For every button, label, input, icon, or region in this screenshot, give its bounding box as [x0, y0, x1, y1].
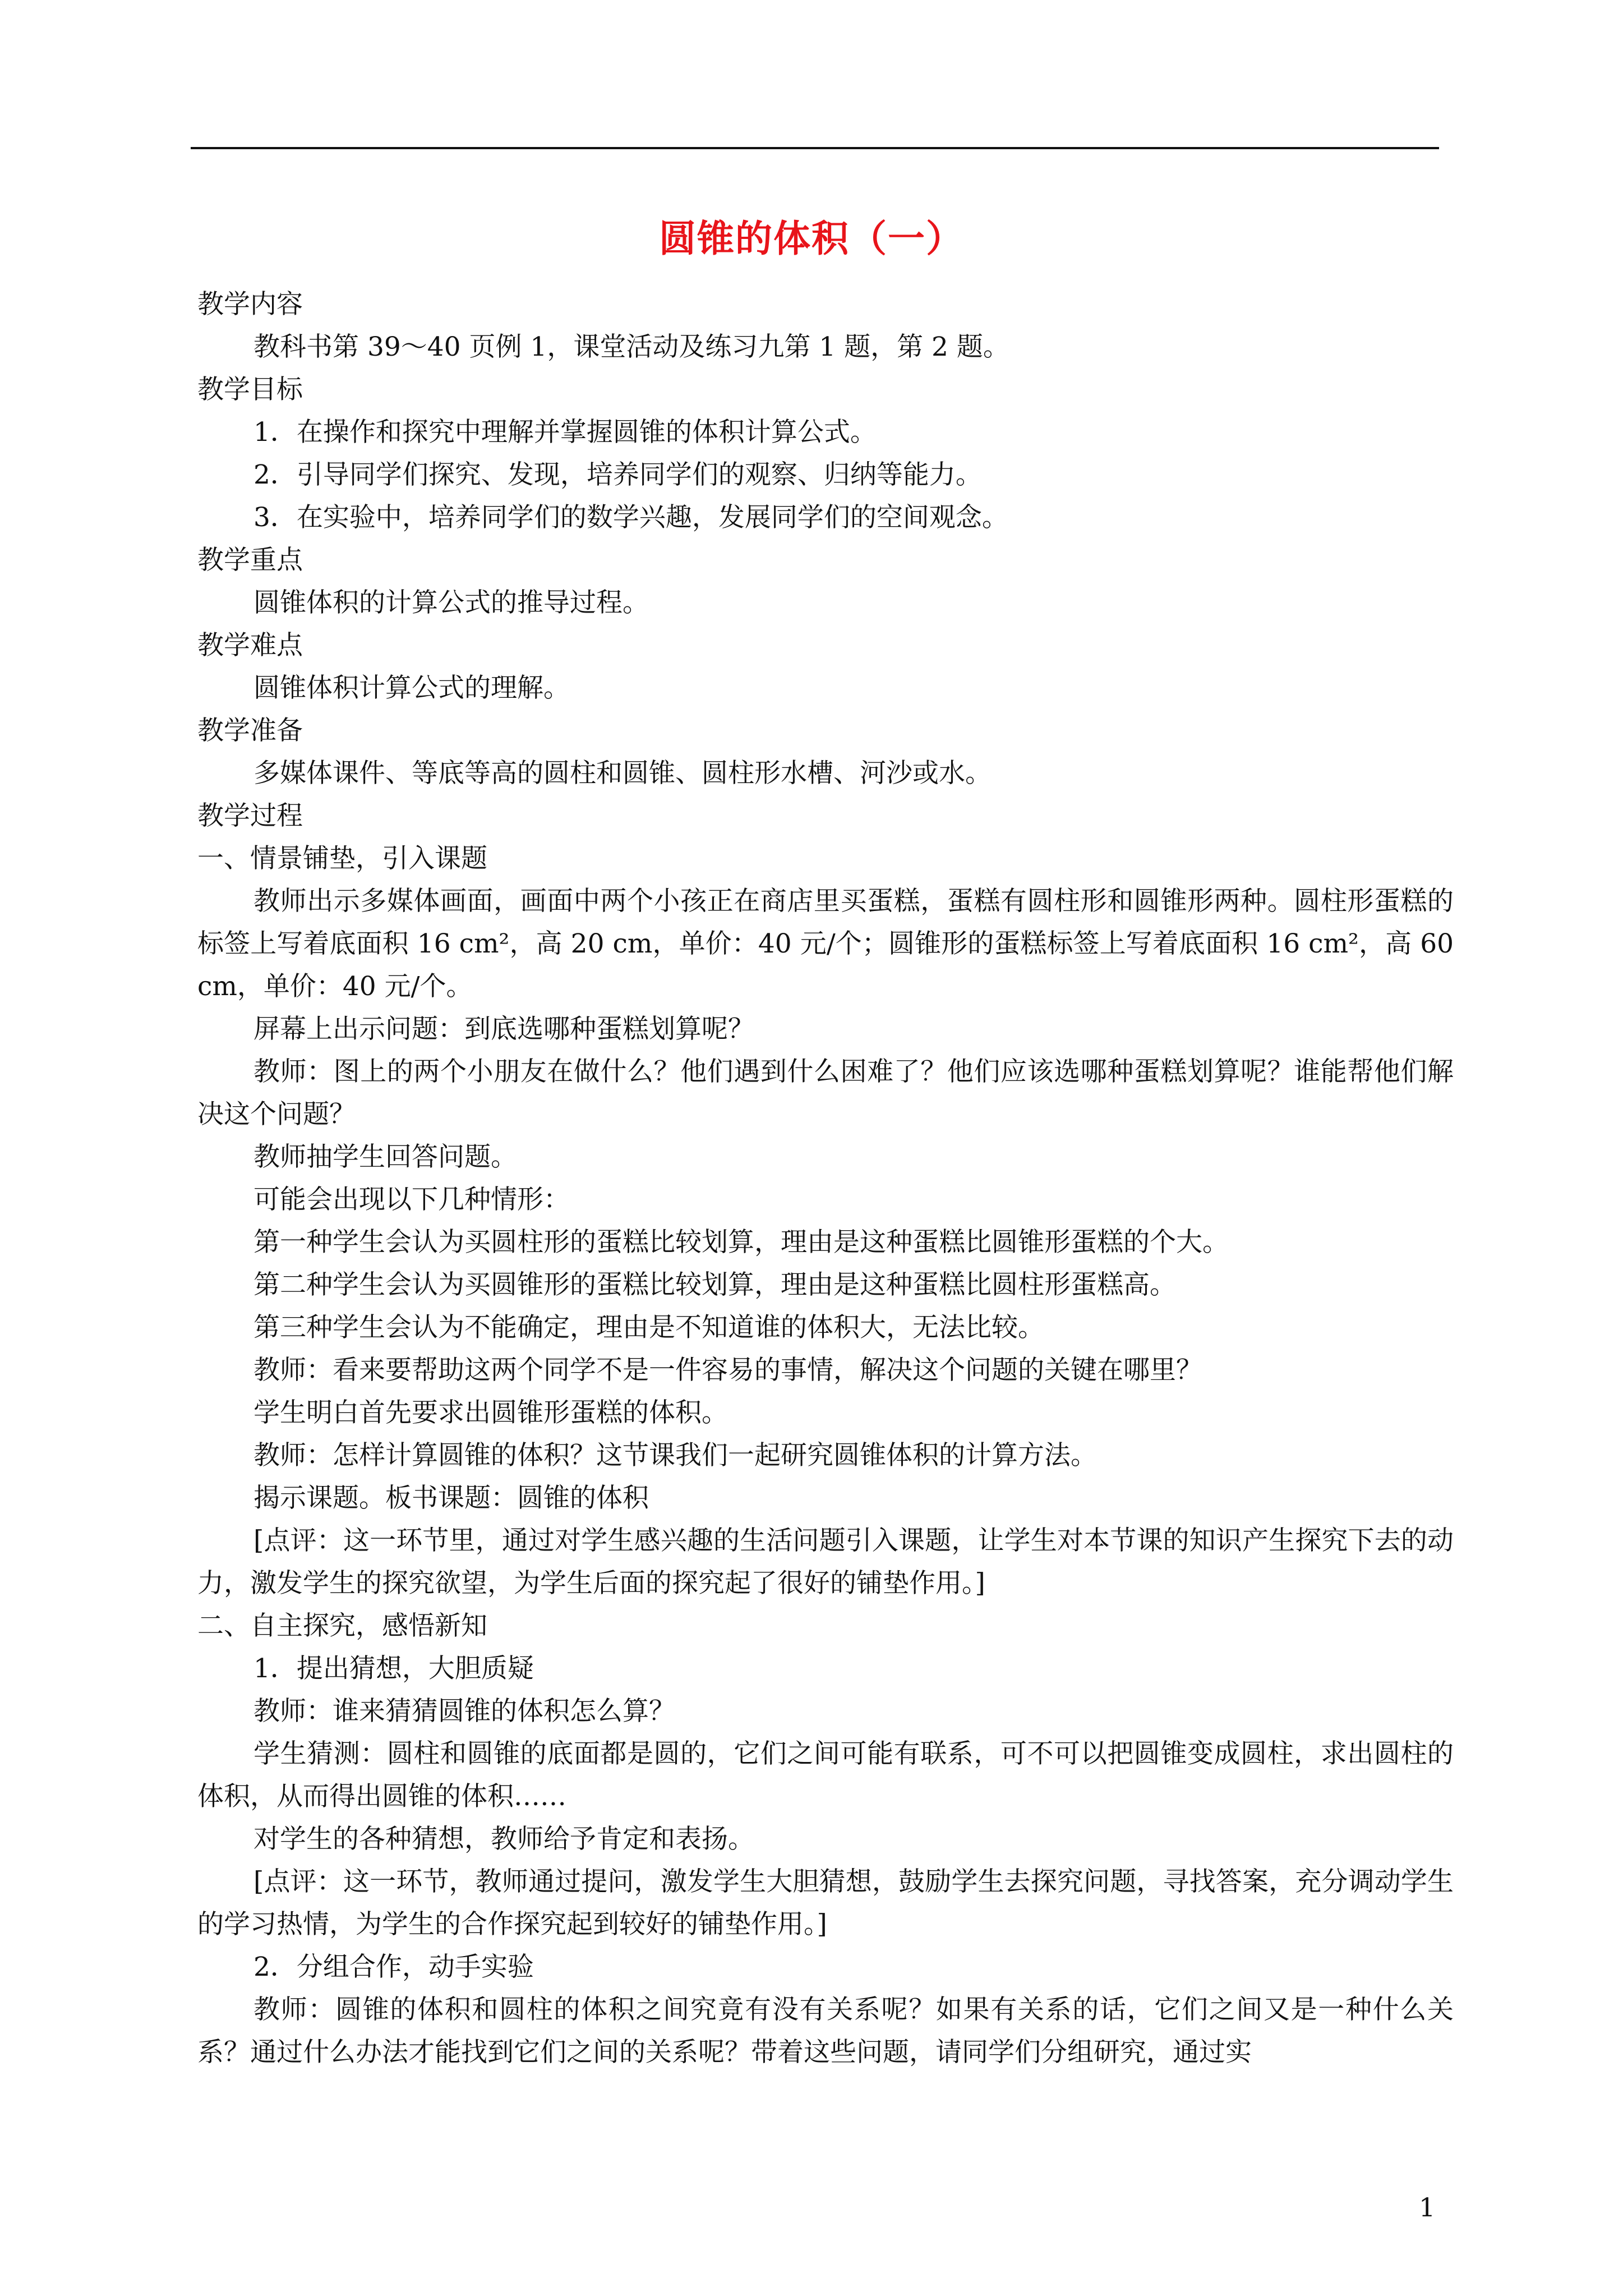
paragraph: 对学生的各种猜想，教师给予肯定和表扬。: [253, 1824, 754, 1855]
paragraph: 圆锥体积计算公式的理解。: [253, 673, 570, 703]
comment-paragraph: [点评：这一环节里，通过对学生感兴趣的生活问题引入课题，让学生对本节课的知识产生探究下去的动力，激发学生的探究欲望，为学生后面的探究起了很好的铺垫作用。]: [197, 1525, 1454, 1599]
header-rule: [191, 147, 1439, 149]
paragraph: 圆锥体积的计算公式的推导过程。: [253, 587, 649, 618]
paragraph: 揭示课题。板书课题：圆锥的体积: [253, 1483, 649, 1513]
paragraph: 多媒体课件、等底等高的圆柱和圆锥、圆柱形水槽、河沙或水。: [253, 758, 992, 789]
document-title: 圆锥的体积（一）: [659, 217, 964, 260]
comment-paragraph: [点评：这一环节，教师通过提问，激发学生大胆猜想，鼓励学生去探究问题，寻找答案，充分调动学生的学习热情，为学生的合作探究起到较好的铺垫作用。]: [197, 1866, 1454, 1940]
section-heading: 教学重点: [197, 545, 303, 576]
paragraph: 教师：圆锥的体积和圆柱的体积之间究竟有没有关系呢？如果有关系的话，它们之间又是一种什么关系？通过什么办法才能找到它们之间的关系呢？带着这些问题，请同学们分组研究，通过实: [197, 1994, 1454, 2068]
paragraph: 学生猜测：圆柱和圆锥的底面都是圆的，它们之间可能有联系，可不可以把圆锥变成圆柱，求出圆柱的体积，从而得出圆锥的体积……: [197, 1738, 1454, 1812]
paragraph: 1．在操作和探究中理解并掌握圆锥的体积计算公式。: [253, 417, 877, 448]
section-heading: 教学目标: [197, 374, 303, 405]
paragraph: 屏幕上出示问题：到底选哪种蛋糕划算呢？: [253, 1014, 754, 1045]
paragraph: 3．在实验中，培养同学们的数学兴趣，发展同学们的空间观念。: [253, 502, 1008, 533]
paragraph: 教师出示多媒体画面，画面中两个小孩正在商店里买蛋糕，蛋糕有圆柱形和圆锥形两种。圆柱形蛋糕的标签上写着底面积 16 cm²，高 20 cm，单价：40 元/个；圆锥形的蛋糕标签上写着底面积 16 cm²，高 60 cm，单价：40 元/个。: [197, 886, 1454, 1002]
paragraph: 1．提出猜想，大胆质疑: [253, 1653, 534, 1684]
section-heading: 一、情景铺垫，引入课题: [197, 843, 487, 874]
paragraph: 第三种学生会认为不能确定，理由是不知道谁的体积大，无法比较。: [253, 1312, 1044, 1343]
section-heading: 教学难点: [197, 630, 303, 661]
paragraph: 学生明白首先要求出圆锥形蛋糕的体积。: [253, 1397, 728, 1428]
paragraph: 教师：图上的两个小朋友在做什么？他们遇到什么困难了？他们应该选哪种蛋糕划算呢？谁能帮他们解决这个问题？: [197, 1056, 1454, 1130]
section-heading: 教学内容: [197, 289, 303, 320]
paragraph: 可能会出现以下几种情形：: [253, 1184, 570, 1215]
document-body: [197, 283, 1454, 2074]
paragraph: 2．引导同学们探究、发现，培养同学们的观察、归纳等能力。: [253, 459, 982, 490]
section-heading: 二、自主探究，感悟新知: [197, 1611, 487, 1641]
paragraph: 2．分组合作，动手实验: [253, 1952, 534, 1982]
paragraph: 教师：看来要帮助这两个同学不是一件容易的事情，解决这个问题的关键在哪里？: [253, 1355, 1202, 1386]
paragraph: 第二种学生会认为买圆锥形的蛋糕比较划算，理由是这种蛋糕比圆柱形蛋糕高。: [253, 1269, 1176, 1300]
section-heading: 教学过程: [197, 800, 303, 831]
paragraph: 教师抽学生回答问题。: [253, 1142, 517, 1172]
section-heading: 教学准备: [197, 715, 303, 746]
paragraph: 教师：怎样计算圆锥的体积？这节课我们一起研究圆锥体积的计算方法。: [253, 1440, 1097, 1471]
paragraph: 教师：谁来猜猜圆锥的体积怎么算？: [253, 1696, 675, 1727]
paragraph: 教科书第 39～40 页例 1，课堂活动及练习九第 1 题，第 2 题。: [253, 332, 1009, 362]
paragraph: 第一种学生会认为买圆柱形的蛋糕比较划算，理由是这种蛋糕比圆锥形蛋糕的个大。: [253, 1227, 1229, 1258]
page-number: 1: [1419, 2192, 1436, 2223]
